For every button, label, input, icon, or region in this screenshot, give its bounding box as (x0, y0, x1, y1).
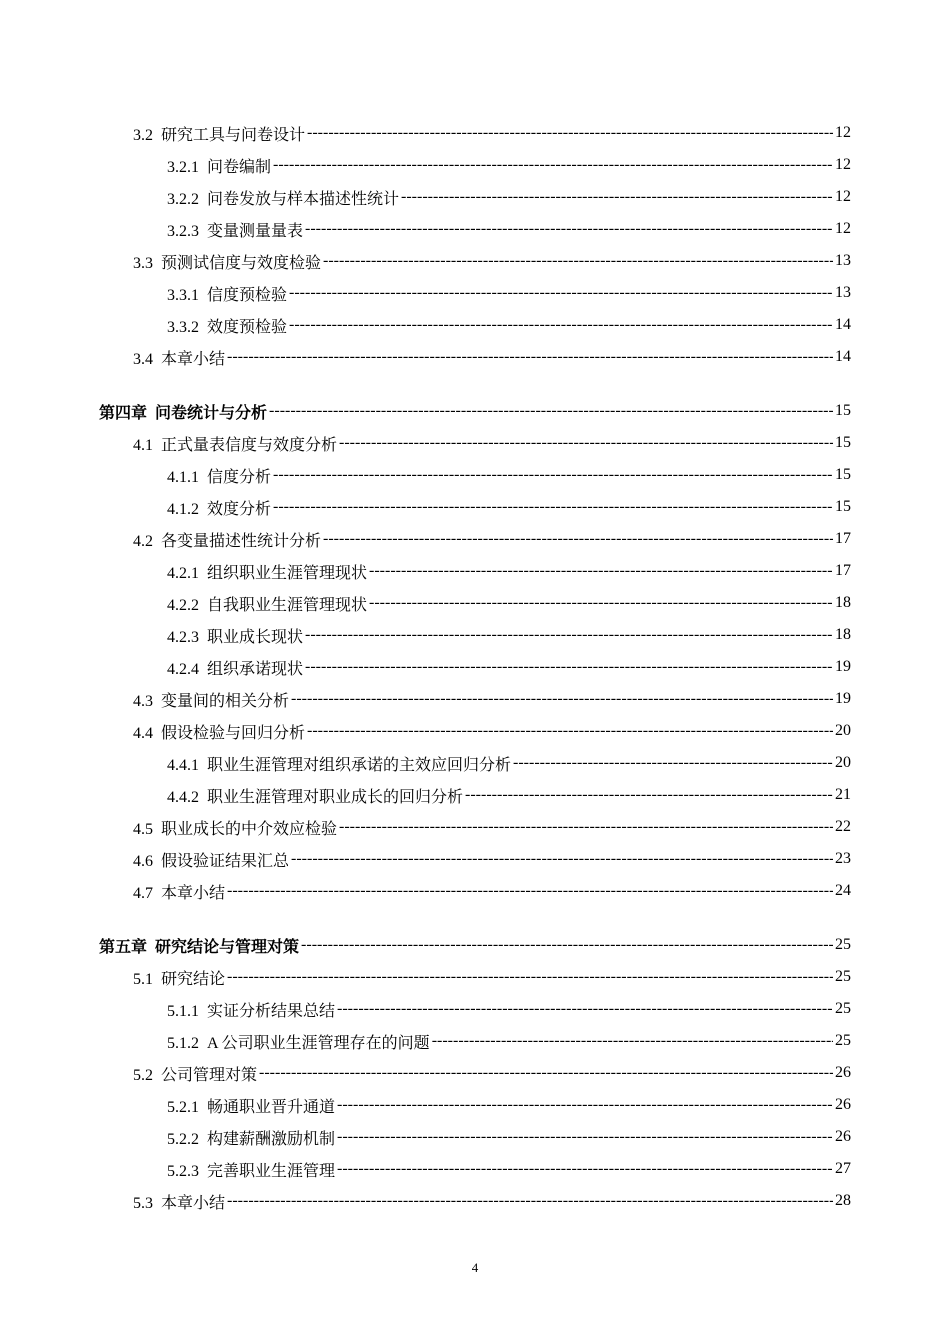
toc-entry-label (167, 314, 287, 337)
toc-entry-label (133, 880, 225, 903)
toc-dot-leader (227, 1192, 833, 1210)
toc-dot-leader (227, 348, 833, 366)
toc-entry-number: 3.3 (133, 254, 153, 272)
toc-entry[interactable] (167, 1028, 851, 1054)
toc-entry-label (167, 592, 367, 615)
toc-page-number: 24 (835, 882, 851, 899)
toc-entry[interactable] (167, 312, 851, 338)
toc-entry-label (167, 998, 335, 1021)
toc-entry-title: 研究结论 (161, 970, 226, 988)
toc-dot-leader (339, 818, 833, 836)
toc-page-number: 17 (835, 562, 851, 579)
toc-entry-number: 5.1.1 (167, 1002, 199, 1020)
toc-entry-title: 问卷统计与分析 (155, 404, 268, 422)
toc-entry[interactable] (133, 846, 851, 872)
toc-entry-title: 信度分析 (207, 468, 272, 486)
toc-entry-title: 职业生涯管理对职业成长的回归分析 (207, 788, 464, 806)
toc-dot-leader (513, 754, 833, 772)
toc-entry-number: 4.2.3 (167, 628, 199, 646)
toc-chapter-entry[interactable] (99, 398, 851, 424)
toc-dot-leader (227, 968, 833, 986)
toc-entry-number: 3.4 (133, 350, 153, 368)
toc-entry-number: 4.6 (133, 852, 153, 870)
toc-page-number: 12 (835, 124, 851, 141)
toc-entry[interactable] (167, 996, 851, 1022)
toc-page-number: 19 (835, 658, 851, 675)
toc-entry[interactable] (167, 654, 851, 680)
toc-entry-title: 畅通职业晋升通道 (207, 1098, 336, 1116)
toc-entry-number: 第五章 (99, 938, 148, 956)
toc-entry[interactable] (133, 526, 851, 552)
toc-entry-title: 公司管理对策 (161, 1066, 258, 1084)
toc-page-number: 27 (835, 1160, 851, 1177)
toc-entry-title: 信度预检验 (207, 286, 288, 304)
toc-entry[interactable] (133, 718, 851, 744)
toc-entry-title: 组织职业生涯管理现状 (207, 564, 368, 582)
toc-dot-leader (305, 220, 833, 238)
toc-page-number: 15 (835, 402, 851, 419)
toc-entry-label (133, 250, 321, 273)
toc-entry-label (167, 282, 287, 305)
toc-entry-number: 4.4 (133, 724, 153, 742)
toc-entry-label (167, 1094, 335, 1117)
toc-entry-label (167, 154, 271, 177)
toc-page-number: 26 (835, 1128, 851, 1145)
toc-dot-leader (337, 1096, 833, 1114)
toc-page-number: 21 (835, 786, 851, 803)
toc-entry-title: 实证分析结果总结 (207, 1002, 336, 1020)
toc-entry-label (167, 464, 271, 487)
toc-entry-number: 4.2 (133, 532, 153, 550)
toc-entry-label (167, 1030, 430, 1053)
toc-page-number: 26 (835, 1096, 851, 1113)
toc-dot-leader (339, 434, 833, 452)
toc-entry-label (167, 624, 303, 647)
toc-entry-title: A 公司职业生涯管理存在的问题 (207, 1034, 430, 1052)
toc-page-number: 20 (835, 754, 851, 771)
toc-entry-number: 4.1.1 (167, 468, 199, 486)
toc-entry[interactable] (133, 1188, 851, 1214)
toc-page-number: 15 (835, 434, 851, 451)
toc-dot-leader (337, 1128, 833, 1146)
toc-entry-title: 职业成长现状 (207, 628, 304, 646)
toc-entry-title: 职业生涯管理对组织承诺的主效应回归分析 (207, 756, 512, 774)
toc-entry-title: 构建薪酬激励机制 (207, 1130, 336, 1148)
toc-entry-number: 4.4.2 (167, 788, 199, 806)
toc-entry-label (133, 528, 321, 551)
toc-entry-title: 假设验证结果汇总 (161, 852, 290, 870)
toc-entry-number: 3.2.3 (167, 222, 199, 240)
toc-entry-number: 4.3 (133, 692, 153, 710)
toc-entry-number: 5.2.1 (167, 1098, 199, 1116)
toc-entry-title: 效度分析 (207, 500, 272, 518)
toc-entry[interactable] (167, 152, 851, 178)
toc-entry-label (133, 688, 289, 711)
toc-entry-number: 5.2 (133, 1066, 153, 1084)
toc-entry-label (133, 346, 225, 369)
toc-page-number: 20 (835, 722, 851, 739)
toc-entry-number: 4.2.2 (167, 596, 199, 614)
toc-entry[interactable] (133, 344, 851, 370)
toc-entry-title: 各变量描述性统计分析 (161, 532, 322, 550)
toc-page-number: 25 (835, 968, 851, 985)
toc-page-number: 13 (835, 252, 851, 269)
toc-entry-number: 5.1 (133, 970, 153, 988)
toc-page-number: 13 (835, 284, 851, 301)
toc-entry-title: 问卷编制 (207, 158, 272, 176)
toc-entry-label (167, 496, 271, 519)
toc-dot-leader (401, 188, 833, 206)
toc-page-number: 26 (835, 1064, 851, 1081)
toc-entry[interactable] (167, 782, 851, 808)
toc-entry-number: 3.3.2 (167, 318, 199, 336)
toc-page-number: 25 (835, 1032, 851, 1049)
toc-entry-title: 正式量表信度与效度分析 (161, 436, 338, 454)
toc-entry-label (133, 122, 305, 145)
toc-entry[interactable] (167, 216, 851, 242)
toc-entry-number: 4.2.1 (167, 564, 199, 582)
toc-entry[interactable] (133, 248, 851, 274)
page-number: 4 (471, 1260, 479, 1275)
toc-entry-title: 假设检验与回归分析 (161, 724, 306, 742)
toc-dot-leader (369, 562, 833, 580)
toc-dot-leader (369, 594, 833, 612)
toc-entry[interactable] (133, 120, 851, 146)
toc-entry-label (167, 1158, 335, 1181)
toc-entry-number: 5.2.2 (167, 1130, 199, 1148)
toc-entry-label (99, 934, 299, 957)
toc-page-number: 15 (835, 466, 851, 483)
toc-entry-number: 第四章 (99, 404, 148, 422)
toc-entry-number: 3.3.1 (167, 286, 199, 304)
toc-entry[interactable] (167, 280, 851, 306)
toc-entry-number: 3.2.2 (167, 190, 199, 208)
toc-entry-title: 变量测量量表 (207, 222, 304, 240)
toc-dot-leader (323, 530, 833, 548)
toc-entry-title: 问卷发放与样本描述性统计 (207, 190, 400, 208)
toc-entry[interactable] (167, 750, 851, 776)
toc-entry-label (167, 560, 367, 583)
toc-entry-number: 4.7 (133, 884, 153, 902)
toc-entry-title: 研究工具与问卷设计 (161, 126, 306, 144)
toc-dot-leader (301, 936, 833, 954)
toc-entry-label (133, 1190, 225, 1213)
toc-entry[interactable] (167, 462, 851, 488)
toc-page-number: 28 (835, 1192, 851, 1209)
toc-entry-number: 3.2.1 (167, 158, 199, 176)
toc-entry-label (167, 186, 399, 209)
toc-entry-title: 完善职业生涯管理 (207, 1162, 336, 1180)
toc-dot-leader (273, 466, 833, 484)
toc-dot-leader (323, 252, 833, 270)
toc-entry-label (133, 432, 337, 455)
toc-dot-leader (259, 1064, 833, 1082)
toc-entry-number: 4.1 (133, 436, 153, 454)
toc-page-number: 14 (835, 348, 851, 365)
toc-entry-label (167, 218, 303, 241)
toc-entry[interactable] (167, 1092, 851, 1118)
toc-entry-title: 职业成长的中介效应检验 (161, 820, 338, 838)
toc-entry-title: 本章小结 (161, 350, 226, 368)
toc-entry-title: 效度预检验 (207, 318, 288, 336)
toc-page-number: 18 (835, 594, 851, 611)
toc-entry-title: 预测试信度与效度检验 (161, 254, 322, 272)
toc-entry-number: 4.5 (133, 820, 153, 838)
toc-entry[interactable] (167, 622, 851, 648)
toc-dot-leader (305, 626, 833, 644)
toc-entry-label (133, 1062, 257, 1085)
toc-dot-leader (289, 316, 833, 334)
toc-entry-title: 本章小结 (161, 884, 226, 902)
toc-entry[interactable] (167, 1156, 851, 1182)
toc-entry[interactable] (133, 1060, 851, 1086)
toc-entry-title: 组织承诺现状 (207, 660, 304, 678)
toc-dot-leader (432, 1032, 833, 1050)
toc-dot-leader (289, 284, 833, 302)
toc-entry-number: 5.2.3 (167, 1162, 199, 1180)
toc-dot-leader (307, 124, 833, 142)
toc-page-number: 14 (835, 316, 851, 333)
toc-entry-number: 5.1.2 (167, 1034, 199, 1052)
toc-entry-title: 变量间的相关分析 (161, 692, 290, 710)
toc-page-number: 15 (835, 498, 851, 515)
toc-entry-number: 4.1.2 (167, 500, 199, 518)
toc-entry[interactable] (133, 686, 851, 712)
toc-entry[interactable] (133, 878, 851, 904)
toc-entry-number: 3.2 (133, 126, 153, 144)
toc-entry-label (167, 1126, 335, 1149)
toc-entry-label (133, 816, 337, 839)
toc-entry-label (167, 784, 463, 807)
toc-entry-number: 4.2.4 (167, 660, 199, 678)
toc-page-number: 23 (835, 850, 851, 867)
toc-dot-leader (227, 882, 833, 900)
toc-entry-title: 自我职业生涯管理现状 (207, 596, 368, 614)
toc-dot-leader (305, 658, 833, 676)
toc-entry[interactable] (133, 430, 851, 456)
toc-entry-label (167, 752, 511, 775)
toc-entry[interactable] (167, 558, 851, 584)
toc-entry[interactable] (133, 964, 851, 990)
toc-entry-number: 4.4.1 (167, 756, 199, 774)
toc-dot-leader (307, 722, 833, 740)
toc-entry[interactable] (167, 590, 851, 616)
toc-page-number: 25 (835, 936, 851, 953)
toc-entry[interactable] (167, 184, 851, 210)
toc-entry-number: 5.3 (133, 1194, 153, 1212)
toc-page-number: 12 (835, 220, 851, 237)
toc-dot-leader (269, 402, 833, 420)
toc-dot-leader (337, 1160, 833, 1178)
toc-page-number: 12 (835, 156, 851, 173)
toc-dot-leader (291, 690, 833, 708)
toc-page-number: 18 (835, 626, 851, 643)
toc-entry[interactable] (133, 814, 851, 840)
toc-chapter-entry[interactable] (99, 932, 851, 958)
toc-page-number: 22 (835, 818, 851, 835)
toc-dot-leader (465, 786, 833, 804)
toc-dot-leader (291, 850, 833, 868)
toc-page-number: 17 (835, 530, 851, 547)
toc-entry-label (133, 848, 289, 871)
toc-dot-leader (273, 156, 833, 174)
toc-entry-title: 本章小结 (161, 1194, 226, 1212)
toc-page-number: 25 (835, 1000, 851, 1017)
toc-entry-label (133, 720, 305, 743)
toc-entry[interactable] (167, 1124, 851, 1150)
toc-dot-leader (337, 1000, 833, 1018)
toc-dot-leader (273, 498, 833, 516)
toc-entry-label (133, 966, 225, 989)
toc-entry-label (99, 400, 267, 423)
toc-entry[interactable] (167, 494, 851, 520)
toc-page-number: 19 (835, 690, 851, 707)
toc-entry-title: 研究结论与管理对策 (155, 938, 300, 956)
toc-page-number: 12 (835, 188, 851, 205)
toc-entry-label (167, 656, 303, 679)
